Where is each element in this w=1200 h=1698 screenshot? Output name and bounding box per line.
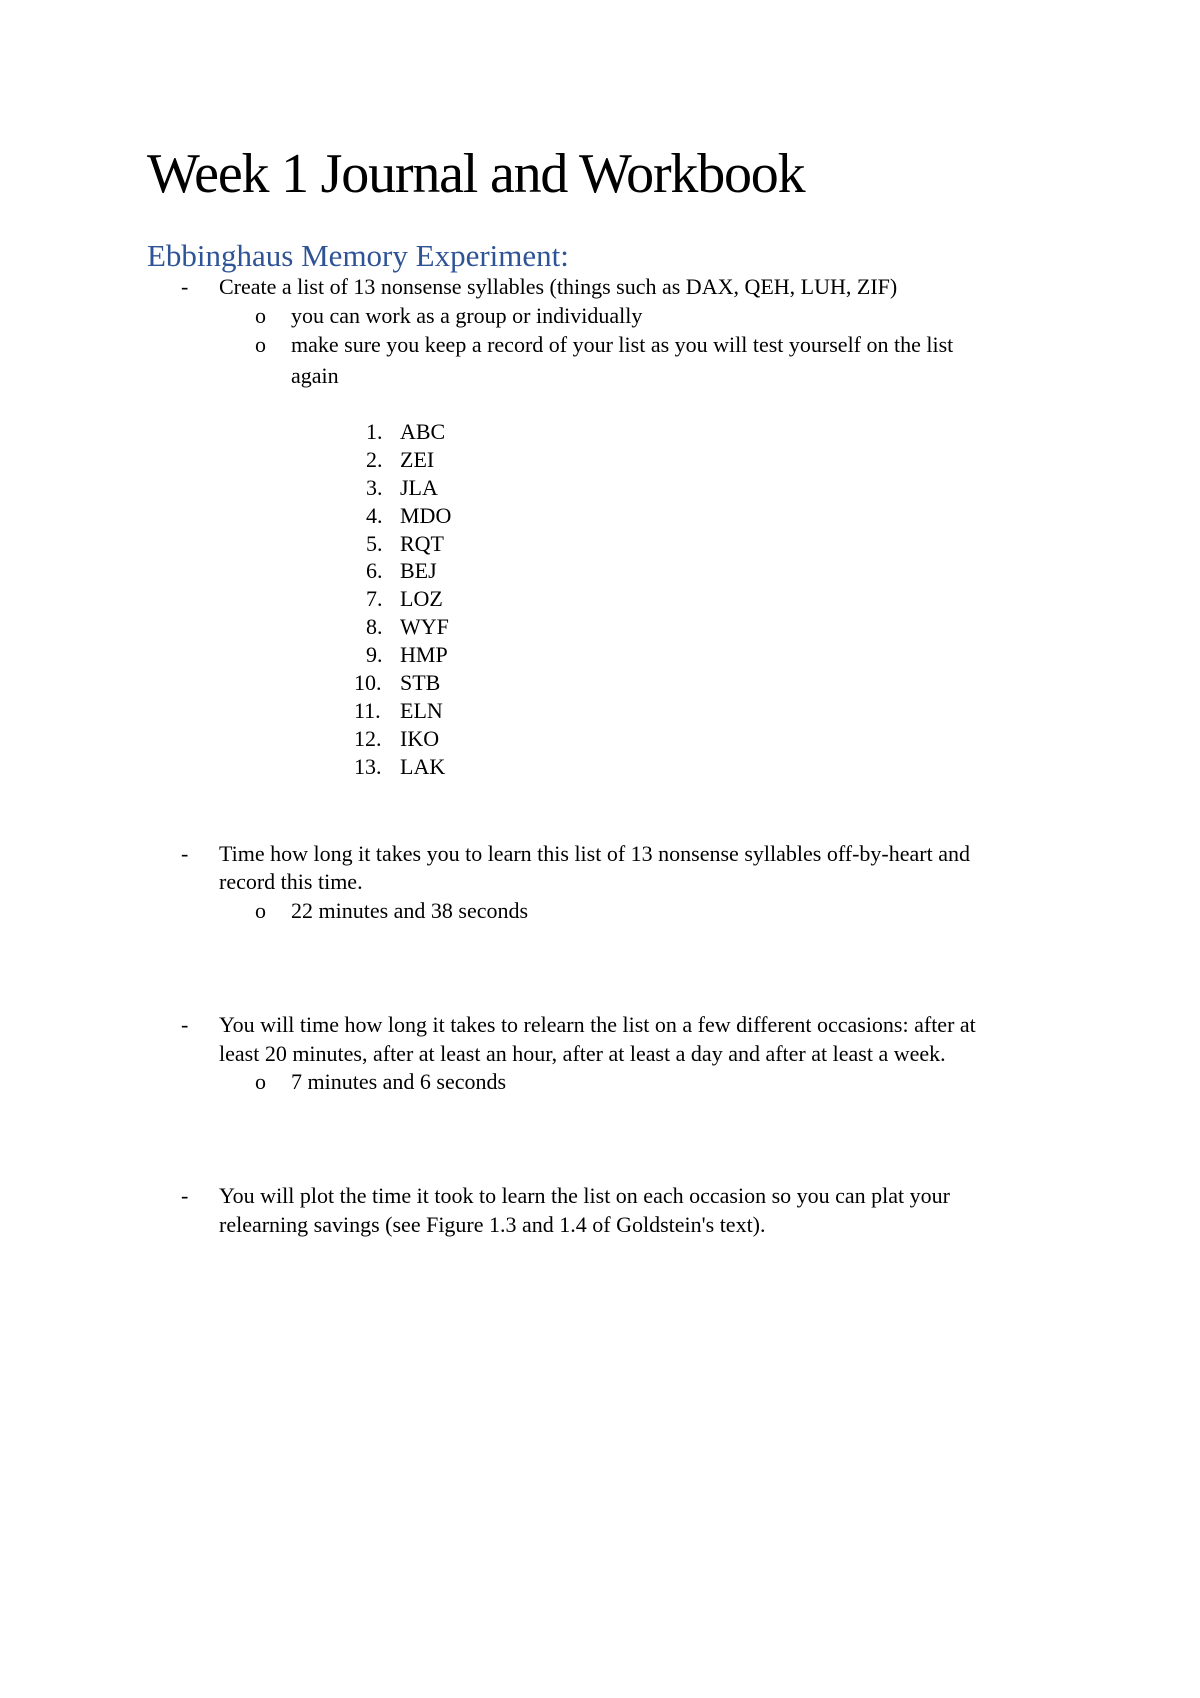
syllable-number: 3. <box>366 474 383 500</box>
bullet-dash-marker: - <box>181 274 189 299</box>
bullet-1-text: Create a list of 13 nonsense syllables (things such as DAX, QEH, LUH, ZIF) <box>219 274 898 299</box>
bullet-dash-marker: - <box>181 841 189 866</box>
bullet-4-line2: relearning savings (see Figure 1.3 and 1.4 of Goldstein's text). <box>219 1212 766 1237</box>
syllable-number: 10. <box>354 670 382 696</box>
bullet-4-line1: You will plot the time it took to learn the list on each occasion so you can plat your <box>219 1183 950 1208</box>
syllable-number: 12. <box>354 725 382 751</box>
syllable-number: 2. <box>366 446 383 472</box>
section-heading: Ebbinghaus Memory Experiment: <box>147 238 569 273</box>
bullet-dash-marker: - <box>181 1012 189 1037</box>
syllable-text: ABC <box>400 419 446 444</box>
syllable-number: 8. <box>366 614 383 640</box>
syllable-text: RQT <box>400 530 444 556</box>
syllable-text: WYF <box>400 614 449 640</box>
bullet-1-sub-2-line2: again <box>291 363 339 388</box>
syllable-number: 4. <box>366 502 383 528</box>
bullet-2-line2: record this time. <box>219 869 363 894</box>
sub-bullet-marker: o <box>255 332 266 357</box>
bullet-dash-marker: - <box>181 1183 189 1208</box>
bullet-2-line1: Time how long it takes you to learn this list of 13 nonsense syllables off-by-heart and <box>219 841 970 866</box>
syllable-text: JLA <box>400 474 438 500</box>
syllable-number: 7. <box>366 586 383 612</box>
bullet-2-sub-1: 22 minutes and 38 seconds <box>291 898 529 923</box>
syllable-text: LAK <box>400 753 446 779</box>
syllable-number: 1. <box>366 419 383 444</box>
syllable-number: 11. <box>354 697 381 723</box>
bullet-3-sub-1: 7 minutes and 6 seconds <box>291 1069 507 1094</box>
syllable-text: ELN <box>400 697 443 723</box>
syllable-number: 5. <box>366 530 383 556</box>
syllable-number: 13. <box>354 753 382 779</box>
syllable-text: MDO <box>400 502 452 528</box>
bullet-1-sub-2-line1: make sure you keep a record of your list as you will test yourself on the list <box>291 332 954 357</box>
bullet-3-line1: You will time how long it takes to relearn the list on a few different occasions: after at <box>219 1012 976 1037</box>
syllable-number: 6. <box>366 558 383 584</box>
document-title: Week 1 Journal and Workbook <box>147 143 805 205</box>
syllable-text: IKO <box>400 725 440 751</box>
bullet-3-line2: least 20 minutes, after at least an hour, after at least a day and after at least a week. <box>219 1041 946 1066</box>
syllable-number: 9. <box>366 642 383 668</box>
sub-bullet-marker: o <box>255 1069 266 1094</box>
sub-bullet-marker: o <box>255 898 266 923</box>
bullet-1-sub-1: you can work as a group or individually <box>291 303 643 328</box>
sub-bullet-marker: o <box>255 303 266 328</box>
syllable-text: HMP <box>400 642 448 668</box>
syllable-text: STB <box>400 670 441 696</box>
syllable-text: ZEI <box>400 446 435 472</box>
syllable-text: BEJ <box>400 558 437 584</box>
syllable-text: LOZ <box>400 586 443 612</box>
